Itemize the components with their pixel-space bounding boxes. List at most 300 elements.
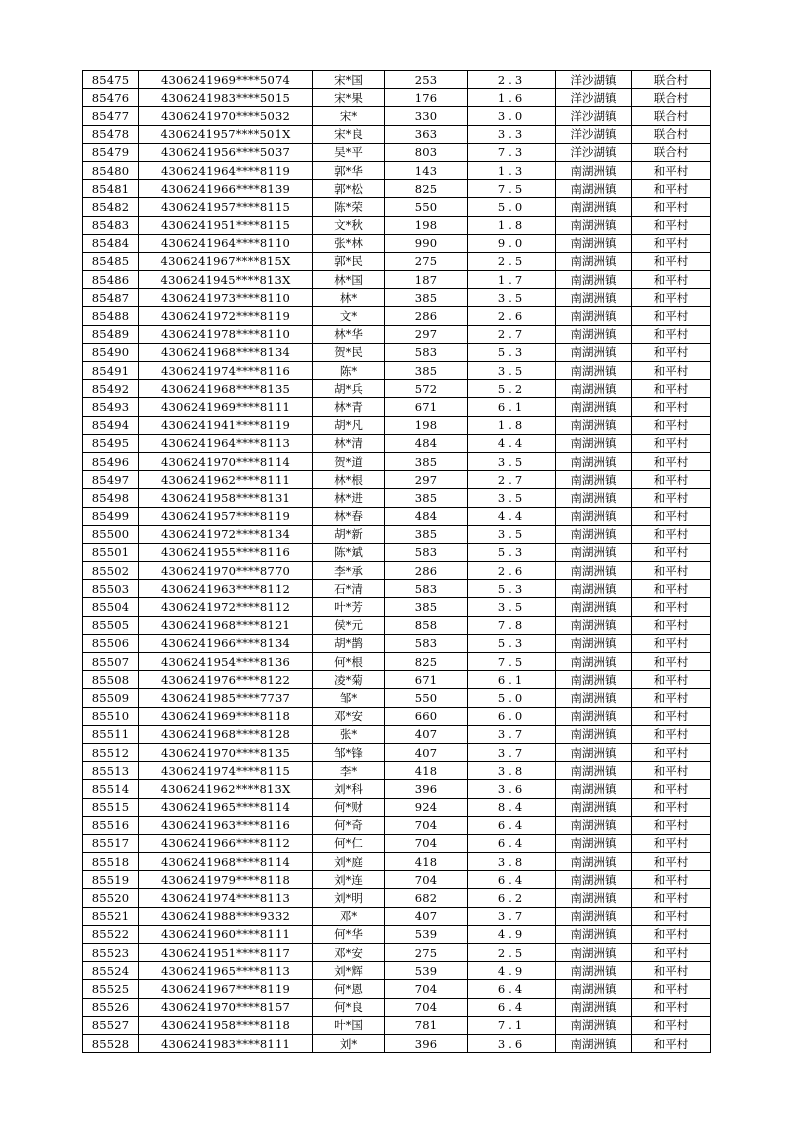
amount-cell: 385 (385, 289, 468, 307)
area-cell: 6.1 (468, 671, 556, 689)
town-cell: 南湖洲镇 (556, 907, 632, 925)
table-row (83, 1016, 711, 1034)
amount-cell: 539 (385, 925, 468, 943)
amount-cell: 407 (385, 725, 468, 743)
name-cell: 陈* (313, 362, 385, 380)
area-cell: 7.3 (468, 143, 556, 161)
id-number-cell: 4306241960****8111 (139, 925, 313, 943)
id-number-cell: 4306241970****8157 (139, 998, 313, 1016)
area-cell: 7.1 (468, 1016, 556, 1034)
table-row (83, 980, 711, 998)
village-cell: 和平村 (632, 543, 711, 561)
table-row (83, 216, 711, 234)
name-cell: 邹*锋 (313, 743, 385, 761)
id-number-cell: 4306241972****8134 (139, 525, 313, 543)
table-row (83, 489, 711, 507)
amount-cell: 407 (385, 907, 468, 925)
name-cell: 凌*菊 (313, 671, 385, 689)
id-number-cell: 4306241958****8118 (139, 1016, 313, 1034)
area-cell: 3.6 (468, 1034, 556, 1052)
village-cell: 和平村 (632, 962, 711, 980)
town-cell: 洋沙湖镇 (556, 143, 632, 161)
table-row (83, 107, 711, 125)
town-cell: 南湖洲镇 (556, 325, 632, 343)
serial-number-cell: 85477 (83, 107, 139, 125)
village-cell: 和平村 (632, 525, 711, 543)
area-cell: 3.3 (468, 125, 556, 143)
village-cell: 和平村 (632, 762, 711, 780)
area-cell: 3.5 (468, 452, 556, 470)
table-row (83, 234, 711, 252)
village-cell: 联合村 (632, 125, 711, 143)
id-number-cell: 4306241951****8117 (139, 944, 313, 962)
amount-cell: 385 (385, 525, 468, 543)
village-cell: 和平村 (632, 380, 711, 398)
table-row (83, 398, 711, 416)
name-cell: 刘*庭 (313, 853, 385, 871)
amount-cell: 275 (385, 252, 468, 270)
table-row (83, 198, 711, 216)
amount-cell: 990 (385, 234, 468, 252)
serial-number-cell: 85523 (83, 944, 139, 962)
town-cell: 南湖洲镇 (556, 543, 632, 561)
area-cell: 2.7 (468, 471, 556, 489)
amount-cell: 671 (385, 671, 468, 689)
town-cell: 南湖洲镇 (556, 252, 632, 270)
amount-cell: 396 (385, 1034, 468, 1052)
serial-number-cell: 85502 (83, 562, 139, 580)
town-cell: 南湖洲镇 (556, 725, 632, 743)
name-cell: 胡*鹊 (313, 634, 385, 652)
town-cell: 南湖洲镇 (556, 489, 632, 507)
name-cell: 林*进 (313, 489, 385, 507)
id-number-cell: 4306241957****8119 (139, 507, 313, 525)
id-number-cell: 4306241945****813X (139, 271, 313, 289)
name-cell: 叶*国 (313, 1016, 385, 1034)
area-cell: 5.3 (468, 634, 556, 652)
name-cell: 张*林 (313, 234, 385, 252)
village-cell: 联合村 (632, 107, 711, 125)
name-cell: 何*华 (313, 925, 385, 943)
name-cell: 郭*松 (313, 180, 385, 198)
name-cell: 林*根 (313, 471, 385, 489)
town-cell: 南湖洲镇 (556, 1016, 632, 1034)
table-body (83, 71, 711, 1053)
amount-cell: 198 (385, 416, 468, 434)
name-cell: 宋* (313, 107, 385, 125)
town-cell: 南湖洲镇 (556, 216, 632, 234)
amount-cell: 418 (385, 762, 468, 780)
area-cell: 3.7 (468, 743, 556, 761)
area-cell: 2.5 (468, 944, 556, 962)
id-number-cell: 4306241972****8112 (139, 598, 313, 616)
area-cell: 7.8 (468, 616, 556, 634)
town-cell: 南湖洲镇 (556, 562, 632, 580)
serial-number-cell: 85516 (83, 816, 139, 834)
name-cell: 文*秋 (313, 216, 385, 234)
serial-number-cell: 85497 (83, 471, 139, 489)
village-cell: 和平村 (632, 871, 711, 889)
town-cell: 南湖洲镇 (556, 234, 632, 252)
table-row (83, 562, 711, 580)
id-number-cell: 4306241957****501X (139, 125, 313, 143)
amount-cell: 385 (385, 598, 468, 616)
amount-cell: 572 (385, 380, 468, 398)
id-number-cell: 4306241970****8135 (139, 743, 313, 761)
village-cell: 联合村 (632, 71, 711, 89)
id-number-cell: 4306241979****8118 (139, 871, 313, 889)
name-cell: 何*良 (313, 998, 385, 1016)
village-cell: 和平村 (632, 307, 711, 325)
village-cell: 和平村 (632, 834, 711, 852)
town-cell: 洋沙湖镇 (556, 89, 632, 107)
id-number-cell: 4306241962****813X (139, 780, 313, 798)
town-cell: 南湖洲镇 (556, 798, 632, 816)
town-cell: 南湖洲镇 (556, 525, 632, 543)
serial-number-cell: 85518 (83, 853, 139, 871)
name-cell: 何*恩 (313, 980, 385, 998)
village-cell: 和平村 (632, 434, 711, 452)
serial-number-cell: 85494 (83, 416, 139, 434)
town-cell: 南湖洲镇 (556, 362, 632, 380)
town-cell: 南湖洲镇 (556, 307, 632, 325)
table-row (83, 252, 711, 270)
serial-number-cell: 85492 (83, 380, 139, 398)
name-cell: 邹* (313, 689, 385, 707)
town-cell: 南湖洲镇 (556, 944, 632, 962)
amount-cell: 671 (385, 398, 468, 416)
serial-number-cell: 85511 (83, 725, 139, 743)
area-cell: 2.7 (468, 325, 556, 343)
table-row (83, 434, 711, 452)
serial-number-cell: 85520 (83, 889, 139, 907)
village-cell: 和平村 (632, 562, 711, 580)
village-cell: 和平村 (632, 689, 711, 707)
id-number-cell: 4306241973****8110 (139, 289, 313, 307)
table-row (83, 725, 711, 743)
town-cell: 洋沙湖镇 (556, 71, 632, 89)
serial-number-cell: 85528 (83, 1034, 139, 1052)
town-cell: 南湖洲镇 (556, 598, 632, 616)
town-cell: 南湖洲镇 (556, 161, 632, 179)
amount-cell: 407 (385, 743, 468, 761)
serial-number-cell: 85514 (83, 780, 139, 798)
table-row (83, 944, 711, 962)
id-number-cell: 4306241988****9332 (139, 907, 313, 925)
table-row (83, 325, 711, 343)
serial-number-cell: 85501 (83, 543, 139, 561)
area-cell: 3.8 (468, 762, 556, 780)
serial-number-cell: 85476 (83, 89, 139, 107)
amount-cell: 484 (385, 434, 468, 452)
name-cell: 李*承 (313, 562, 385, 580)
table-row (83, 634, 711, 652)
id-number-cell: 4306241970****8770 (139, 562, 313, 580)
amount-cell: 583 (385, 543, 468, 561)
village-cell: 联合村 (632, 143, 711, 161)
area-cell: 6.4 (468, 998, 556, 1016)
table-row (83, 507, 711, 525)
amount-cell: 583 (385, 343, 468, 361)
amount-cell: 803 (385, 143, 468, 161)
village-cell: 和平村 (632, 507, 711, 525)
name-cell: 胡*新 (313, 525, 385, 543)
amount-cell: 385 (385, 489, 468, 507)
name-cell: 邓*安 (313, 944, 385, 962)
town-cell: 南湖洲镇 (556, 198, 632, 216)
serial-number-cell: 85524 (83, 962, 139, 980)
amount-cell: 583 (385, 580, 468, 598)
serial-number-cell: 85487 (83, 289, 139, 307)
town-cell: 南湖洲镇 (556, 471, 632, 489)
id-number-cell: 4306241941****8119 (139, 416, 313, 434)
village-cell: 联合村 (632, 89, 711, 107)
village-cell: 和平村 (632, 416, 711, 434)
table-row (83, 143, 711, 161)
town-cell: 南湖洲镇 (556, 962, 632, 980)
amount-cell: 924 (385, 798, 468, 816)
amount-cell: 286 (385, 307, 468, 325)
name-cell: 叶*芳 (313, 598, 385, 616)
town-cell: 南湖洲镇 (556, 925, 632, 943)
table-row (83, 798, 711, 816)
amount-cell: 143 (385, 161, 468, 179)
name-cell: 贺*民 (313, 343, 385, 361)
serial-number-cell: 85519 (83, 871, 139, 889)
amount-cell: 781 (385, 1016, 468, 1034)
area-cell: 1.7 (468, 271, 556, 289)
village-cell: 和平村 (632, 598, 711, 616)
area-cell: 3.5 (468, 525, 556, 543)
id-number-cell: 4306241968****8134 (139, 343, 313, 361)
area-cell: 2.5 (468, 252, 556, 270)
village-cell: 和平村 (632, 161, 711, 179)
id-number-cell: 4306241968****8128 (139, 725, 313, 743)
amount-cell: 286 (385, 562, 468, 580)
village-cell: 和平村 (632, 653, 711, 671)
table-row (83, 307, 711, 325)
serial-number-cell: 85506 (83, 634, 139, 652)
amount-cell: 704 (385, 871, 468, 889)
village-cell: 和平村 (632, 234, 711, 252)
serial-number-cell: 85481 (83, 180, 139, 198)
id-number-cell: 4306241966****8112 (139, 834, 313, 852)
serial-number-cell: 85522 (83, 925, 139, 943)
town-cell: 南湖洲镇 (556, 343, 632, 361)
table-row (83, 907, 711, 925)
town-cell: 南湖洲镇 (556, 1034, 632, 1052)
id-number-cell: 4306241978****8110 (139, 325, 313, 343)
area-cell: 3.0 (468, 107, 556, 125)
id-number-cell: 4306241983****5015 (139, 89, 313, 107)
table-row (83, 871, 711, 889)
name-cell: 林*清 (313, 434, 385, 452)
area-cell: 6.4 (468, 871, 556, 889)
serial-number-cell: 85513 (83, 762, 139, 780)
area-cell: 4.4 (468, 507, 556, 525)
table-row (83, 343, 711, 361)
area-cell: 1.6 (468, 89, 556, 107)
area-cell: 8.4 (468, 798, 556, 816)
town-cell: 南湖洲镇 (556, 816, 632, 834)
town-cell: 南湖洲镇 (556, 180, 632, 198)
serial-number-cell: 85510 (83, 707, 139, 725)
amount-cell: 825 (385, 653, 468, 671)
serial-number-cell: 85512 (83, 743, 139, 761)
serial-number-cell: 85484 (83, 234, 139, 252)
id-number-cell: 4306241967****815X (139, 252, 313, 270)
amount-cell: 176 (385, 89, 468, 107)
table-row (83, 543, 711, 561)
town-cell: 南湖洲镇 (556, 398, 632, 416)
town-cell: 南湖洲镇 (556, 780, 632, 798)
village-cell: 和平村 (632, 489, 711, 507)
serial-number-cell: 85489 (83, 325, 139, 343)
area-cell: 5.3 (468, 343, 556, 361)
name-cell: 宋*国 (313, 71, 385, 89)
table-row (83, 780, 711, 798)
serial-number-cell: 85478 (83, 125, 139, 143)
serial-number-cell: 85493 (83, 398, 139, 416)
table-row (83, 580, 711, 598)
name-cell: 胡*凡 (313, 416, 385, 434)
serial-number-cell: 85488 (83, 307, 139, 325)
amount-cell: 484 (385, 507, 468, 525)
id-number-cell: 4306241958****8131 (139, 489, 313, 507)
town-cell: 南湖洲镇 (556, 616, 632, 634)
name-cell: 何*财 (313, 798, 385, 816)
town-cell: 南湖洲镇 (556, 271, 632, 289)
area-cell: 6.1 (468, 398, 556, 416)
town-cell: 南湖洲镇 (556, 998, 632, 1016)
id-number-cell: 4306241966****8134 (139, 634, 313, 652)
serial-number-cell: 85505 (83, 616, 139, 634)
serial-number-cell: 85509 (83, 689, 139, 707)
serial-number-cell: 85499 (83, 507, 139, 525)
amount-cell: 187 (385, 271, 468, 289)
id-number-cell: 4306241969****8118 (139, 707, 313, 725)
id-number-cell: 4306241965****8114 (139, 798, 313, 816)
amount-cell: 704 (385, 816, 468, 834)
area-cell: 3.5 (468, 598, 556, 616)
name-cell: 林*国 (313, 271, 385, 289)
amount-cell: 297 (385, 325, 468, 343)
table-row (83, 452, 711, 470)
name-cell: 吴*平 (313, 143, 385, 161)
village-cell: 和平村 (632, 362, 711, 380)
village-cell: 和平村 (632, 853, 711, 871)
table-row (83, 289, 711, 307)
area-cell: 5.3 (468, 543, 556, 561)
id-number-cell: 4306241964****8110 (139, 234, 313, 252)
name-cell: 贺*道 (313, 452, 385, 470)
table-row (83, 271, 711, 289)
name-cell: 刘* (313, 1034, 385, 1052)
serial-number-cell: 85521 (83, 907, 139, 925)
id-number-cell: 4306241969****5074 (139, 71, 313, 89)
id-number-cell: 4306241954****8136 (139, 653, 313, 671)
table-row (83, 834, 711, 852)
town-cell: 南湖洲镇 (556, 452, 632, 470)
serial-number-cell: 85515 (83, 798, 139, 816)
serial-number-cell: 85495 (83, 434, 139, 452)
serial-number-cell: 85508 (83, 671, 139, 689)
village-cell: 和平村 (632, 998, 711, 1016)
name-cell: 郭*华 (313, 161, 385, 179)
area-cell: 6.2 (468, 889, 556, 907)
village-cell: 和平村 (632, 471, 711, 489)
id-number-cell: 4306241985****7737 (139, 689, 313, 707)
village-cell: 和平村 (632, 707, 711, 725)
town-cell: 南湖洲镇 (556, 743, 632, 761)
village-cell: 和平村 (632, 252, 711, 270)
amount-cell: 539 (385, 962, 468, 980)
table-row (83, 707, 711, 725)
area-cell: 3.5 (468, 289, 556, 307)
id-number-cell: 4306241972****8119 (139, 307, 313, 325)
name-cell: 陈*斌 (313, 543, 385, 561)
name-cell: 邓* (313, 907, 385, 925)
serial-number-cell: 85503 (83, 580, 139, 598)
table-row (83, 671, 711, 689)
serial-number-cell: 85475 (83, 71, 139, 89)
area-cell: 7.5 (468, 653, 556, 671)
village-cell: 和平村 (632, 671, 711, 689)
id-number-cell: 4306241955****8116 (139, 543, 313, 561)
serial-number-cell: 85507 (83, 653, 139, 671)
id-number-cell: 4306241968****8121 (139, 616, 313, 634)
village-cell: 和平村 (632, 343, 711, 361)
id-number-cell: 4306241970****5032 (139, 107, 313, 125)
amount-cell: 682 (385, 889, 468, 907)
table-row (83, 762, 711, 780)
serial-number-cell: 85485 (83, 252, 139, 270)
village-cell: 和平村 (632, 1016, 711, 1034)
village-cell: 和平村 (632, 944, 711, 962)
table-row (83, 362, 711, 380)
name-cell: 石*清 (313, 580, 385, 598)
village-cell: 和平村 (632, 889, 711, 907)
area-cell: 6.0 (468, 707, 556, 725)
village-cell: 和平村 (632, 634, 711, 652)
serial-number-cell: 85500 (83, 525, 139, 543)
serial-number-cell: 85496 (83, 452, 139, 470)
name-cell: 刘*科 (313, 780, 385, 798)
village-cell: 和平村 (632, 580, 711, 598)
town-cell: 南湖洲镇 (556, 653, 632, 671)
amount-cell: 704 (385, 998, 468, 1016)
table-row (83, 653, 711, 671)
village-cell: 和平村 (632, 271, 711, 289)
serial-number-cell: 85486 (83, 271, 139, 289)
village-cell: 和平村 (632, 216, 711, 234)
area-cell: 4.9 (468, 962, 556, 980)
town-cell: 南湖洲镇 (556, 834, 632, 852)
town-cell: 南湖洲镇 (556, 671, 632, 689)
area-cell: 5.0 (468, 198, 556, 216)
area-cell: 6.4 (468, 834, 556, 852)
id-number-cell: 4306241964****8119 (139, 161, 313, 179)
name-cell: 林*青 (313, 398, 385, 416)
table-row (83, 925, 711, 943)
name-cell: 陈*荣 (313, 198, 385, 216)
town-cell: 南湖洲镇 (556, 580, 632, 598)
name-cell: 何*奇 (313, 816, 385, 834)
area-cell: 1.8 (468, 416, 556, 434)
name-cell: 刘*连 (313, 871, 385, 889)
table-row (83, 380, 711, 398)
village-cell: 和平村 (632, 798, 711, 816)
